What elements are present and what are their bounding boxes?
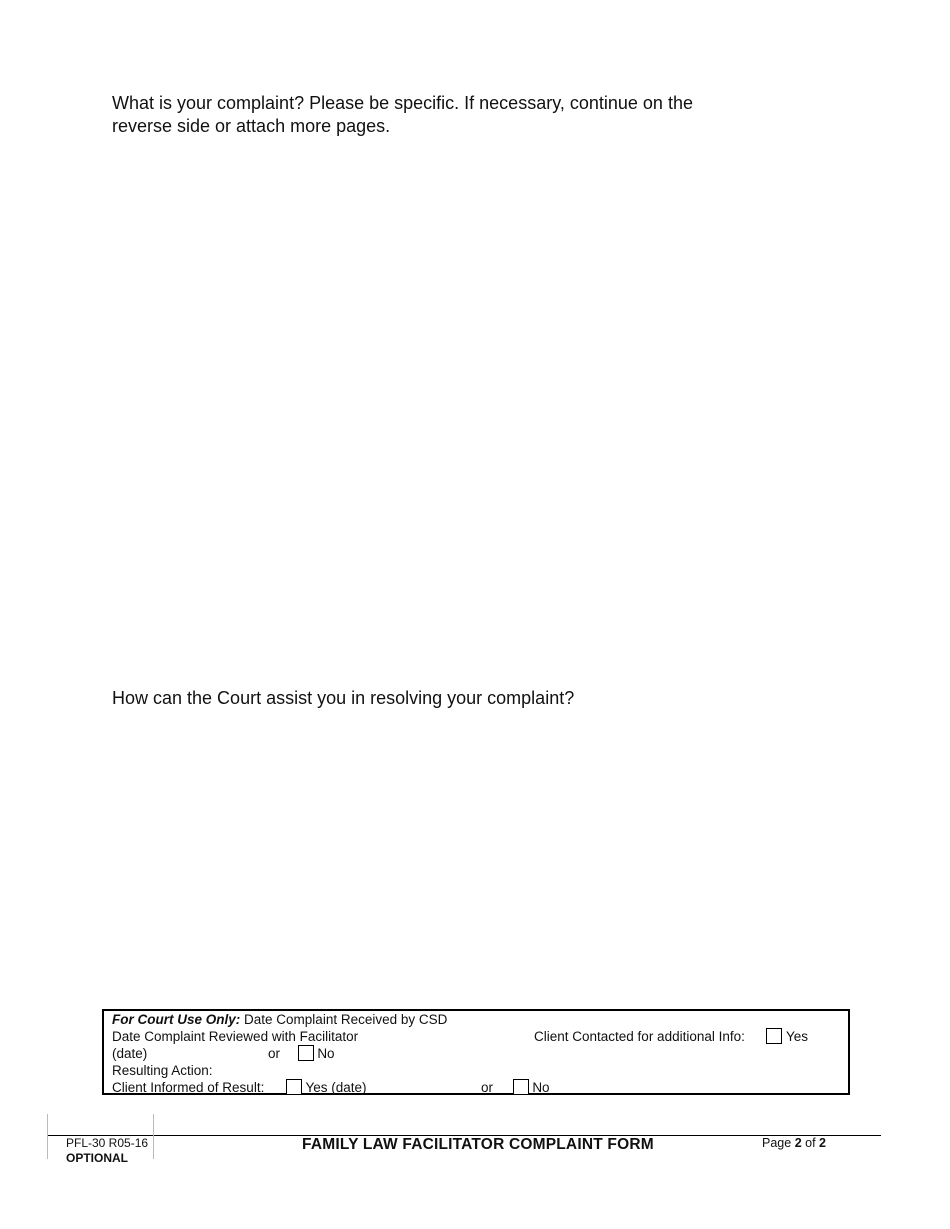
complaint-question: What is your complaint? Please be specific. If necessary, continue on the reverse side or attach more pages. xyxy=(112,93,693,136)
footer-left-divider xyxy=(47,1114,48,1159)
optional-label: OPTIONAL xyxy=(66,1151,128,1165)
form-title: FAMILY LAW FACILITATOR COMPLAINT FORM xyxy=(302,1136,654,1153)
informed-no-checkbox[interactable] xyxy=(513,1079,529,1095)
page-total: 2 xyxy=(819,1136,826,1150)
contacted-yes-label: Yes xyxy=(785,1029,808,1044)
resolution-answer-area[interactable] xyxy=(112,720,852,1000)
reviewed-no-label: No xyxy=(317,1046,335,1061)
contacted-yes-checkbox[interactable] xyxy=(766,1028,782,1044)
informed-or-label: or xyxy=(481,1080,494,1095)
complaint-answer-area[interactable] xyxy=(112,150,852,670)
informed-yes-row xyxy=(286,1079,367,1096)
form-id: PFL-30 R05-16 xyxy=(66,1136,149,1150)
received-label: Date Complaint Received by CSD xyxy=(244,1012,448,1027)
court-use-heading: For Court Use Only: xyxy=(112,1012,241,1027)
resulting-action-label: Resulting Action: xyxy=(112,1063,213,1078)
court-use-heading-row xyxy=(112,1011,447,1028)
informed-label: Client Informed of Result: xyxy=(112,1080,265,1095)
contacted-label: Client Contacted for additional Info: xyxy=(534,1029,745,1044)
informed-or-row xyxy=(481,1079,550,1096)
page-number xyxy=(762,1136,826,1150)
reviewed-or-row xyxy=(268,1045,335,1062)
footer-id-divider xyxy=(153,1114,154,1159)
reviewed-no-checkbox[interactable] xyxy=(298,1045,314,1061)
informed-no-label: No xyxy=(532,1080,550,1095)
informed-yes-label: Yes (date) xyxy=(305,1080,367,1095)
page-current: 2 xyxy=(794,1136,802,1150)
page-prefix: Page xyxy=(762,1136,792,1150)
court-use-box xyxy=(102,1009,850,1095)
or-label: or xyxy=(268,1046,281,1061)
reviewed-label: Date Complaint Reviewed with Facilitator xyxy=(112,1029,359,1044)
informed-yes-checkbox[interactable] xyxy=(286,1079,302,1095)
resolution-question: How can the Court assist you in resolving your complaint? xyxy=(112,688,575,708)
date-label: (date) xyxy=(112,1046,148,1061)
page-of: of xyxy=(805,1136,816,1150)
contacted-row xyxy=(534,1028,808,1045)
